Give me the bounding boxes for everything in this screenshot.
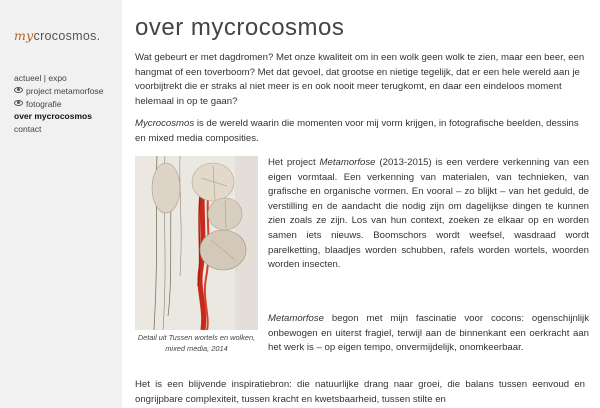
- emphasis-text: Mycrocosmos: [135, 118, 195, 129]
- artwork-image: [135, 156, 258, 330]
- nav-item-contact[interactable]: [14, 123, 103, 136]
- paragraph-text: is de wereld waarin die momenten voor mij vorm krijgen, in fotografische beelden, dessins en mixed media composities.: [135, 118, 579, 144]
- nav-item-actueel[interactable]: [14, 72, 103, 85]
- eye-icon: [14, 100, 23, 106]
- nav-item-metamorfose[interactable]: [14, 85, 103, 98]
- logo-prefix: my: [14, 28, 34, 43]
- intro-paragraph: Wat gebeurt er met dagdromen? Met onze kwaliteit om in een wolk geen wolk te zien, maar een beer, een hangmat of een toverboom? Met dat gevoel, dat grootse en nietige tegelijk, dat er een hele wereld aan je voorbijtrekt die er straks al niet meer is en ook nooit meer terugkomt, en daar een eindeloos moment helemaal in op te gaan?: [135, 52, 585, 107]
- nav-item-label: fotografie: [26, 98, 62, 109]
- emphasis-text: Metamorfose: [319, 157, 376, 168]
- nav-item-label: contact: [14, 124, 42, 135]
- mycrocosmos-paragraph: [135, 117, 585, 146]
- logo-text: crocosmos.: [33, 29, 101, 43]
- inspiration-paragraph: Het is een blijvende inspiratiebron: die natuurlijke drang naar groei, die balans tussen eenvoud en ongrijpbare complexiteit, tussen kracht en kwetsbaarheid, tussen stilte en: [135, 379, 585, 405]
- nav-item-label: over mycrocosmos: [14, 111, 92, 122]
- paragraph-text: begon met mijn fascinatie voor cocons: ogenschijnlijk onbewogen en uiterst fragiel, terwijl aan de binnenkant een oerkracht aan het werk is – op eigen tempo, onvermijdelijk, onomkeerbaar.: [268, 313, 589, 354]
- paragraph-text: (2013-2015) is een verdere verkenning van een eigen vormtaal. Een verkenning van materialen, van technieken, van grafische en organische vormen. En vooral – zo blijkt – van het geduld, de verstilling en de aandacht die nodig zijn om dagelijkse dingen te kunnen zien zoals ze zijn. Los van hun context, zoeken ze elkaar op en worden samen iets nieuws. Boomschors wordt weefsel, wasdraad wordt parelketting, blaadjes worden schubben, rafels worden wortels, woorden worden insecten.: [268, 157, 589, 271]
- metamorfose-paragraph: [268, 156, 589, 273]
- paragraph-text: Het project: [268, 157, 320, 168]
- nav-item-label: project metamorfose: [26, 85, 104, 96]
- photo-caption: Detail uit Tussen wortels en wolken, mixed media, 2014: [137, 333, 256, 353]
- sidebar: [0, 0, 122, 408]
- nav-item-over[interactable]: [14, 110, 103, 123]
- nav-item-label: actueel | expo: [14, 73, 67, 83]
- main-nav: [14, 72, 103, 136]
- artwork-photo[interactable]: [135, 156, 258, 330]
- cocons-paragraph: [268, 312, 589, 356]
- eye-icon: [14, 87, 23, 93]
- emphasis-text: Metamorfose: [268, 313, 324, 324]
- site-logo[interactable]: [14, 28, 100, 43]
- nav-item-fotografie[interactable]: [14, 98, 103, 111]
- page-title: over mycrocosmos: [135, 14, 345, 41]
